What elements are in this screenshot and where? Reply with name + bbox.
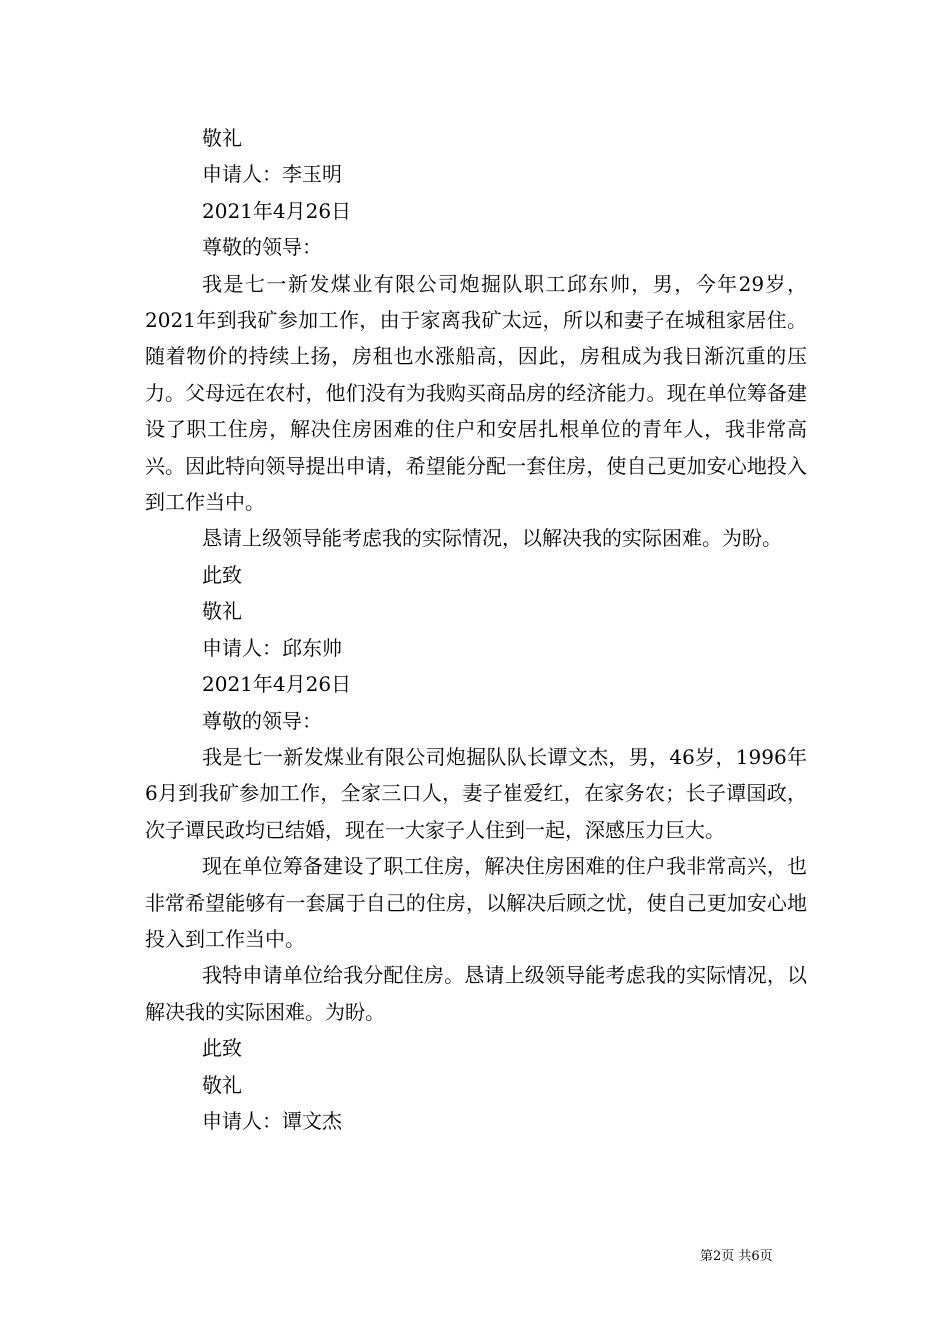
- body-paragraph: 我是七一新发煤业有限公司炮掘队职工邱东帅，男，今年29岁，2021年到我矿参加工作，由于家离我矿太远，所以和妻子在城租家居住。随着物价的持续上扬，房租也水涨船高，因此，房租成为我日渐沉重的压力。父母远在农村，他们没有为我购买商品房的经济能力。现在单位筹备建设了职工住房，解决住房困难的住户和安居扎根单位的青年人，我非常高兴。因此特向领导提出申请，希望能分配一套住房，使自己更加安心地投入到工作当中。: [145, 271, 807, 515]
- applicant-line: 申请人：谭文杰: [202, 1108, 342, 1133]
- salutation: 尊敬的领导：: [202, 235, 322, 260]
- date-line: 2021年4月26日: [202, 198, 352, 223]
- body-paragraph: 我特申请单位给我分配住房。恳请上级领导能考虑我的实际情况，以解决我的实际困难。为盼。: [145, 963, 807, 1024]
- regards-line: 敬礼: [202, 1072, 242, 1097]
- body-paragraph: 恳请上级领导能考虑我的实际情况，以解决我的实际困难。为盼。: [202, 526, 782, 551]
- document-body: [145, 120, 807, 1139]
- page-number: 第2页 共6页: [700, 1249, 773, 1264]
- applicant-line: 申请人：李玉明: [202, 162, 342, 187]
- body-paragraph: 我是七一新发煤业有限公司炮掘队队长谭文杰，男，46岁，1996年6月到我矿参加工作，全家三口人，妻子崔爱红，在家务农；长子谭国政，次子谭民政均已结婚，现在一大家子人住到一起，深感压力巨大。: [145, 744, 807, 842]
- closing-line: 此致: [202, 1036, 242, 1061]
- body-paragraph: 现在单位筹备建设了职工住房，解决住房困难的住户我非常高兴，也非常希望能够有一套属于自己的住房，以解决后顾之忧，使自己更加安心地投入到工作当中。: [145, 854, 807, 951]
- closing-line: 此致: [202, 562, 242, 587]
- date-line: 2021年4月26日: [202, 672, 352, 697]
- regards-line: 敬礼: [202, 599, 242, 624]
- salutation: 尊敬的领导：: [202, 708, 322, 733]
- regards-line: 敬礼: [202, 126, 242, 150]
- applicant-line: 申请人：邱东帅: [202, 635, 342, 660]
